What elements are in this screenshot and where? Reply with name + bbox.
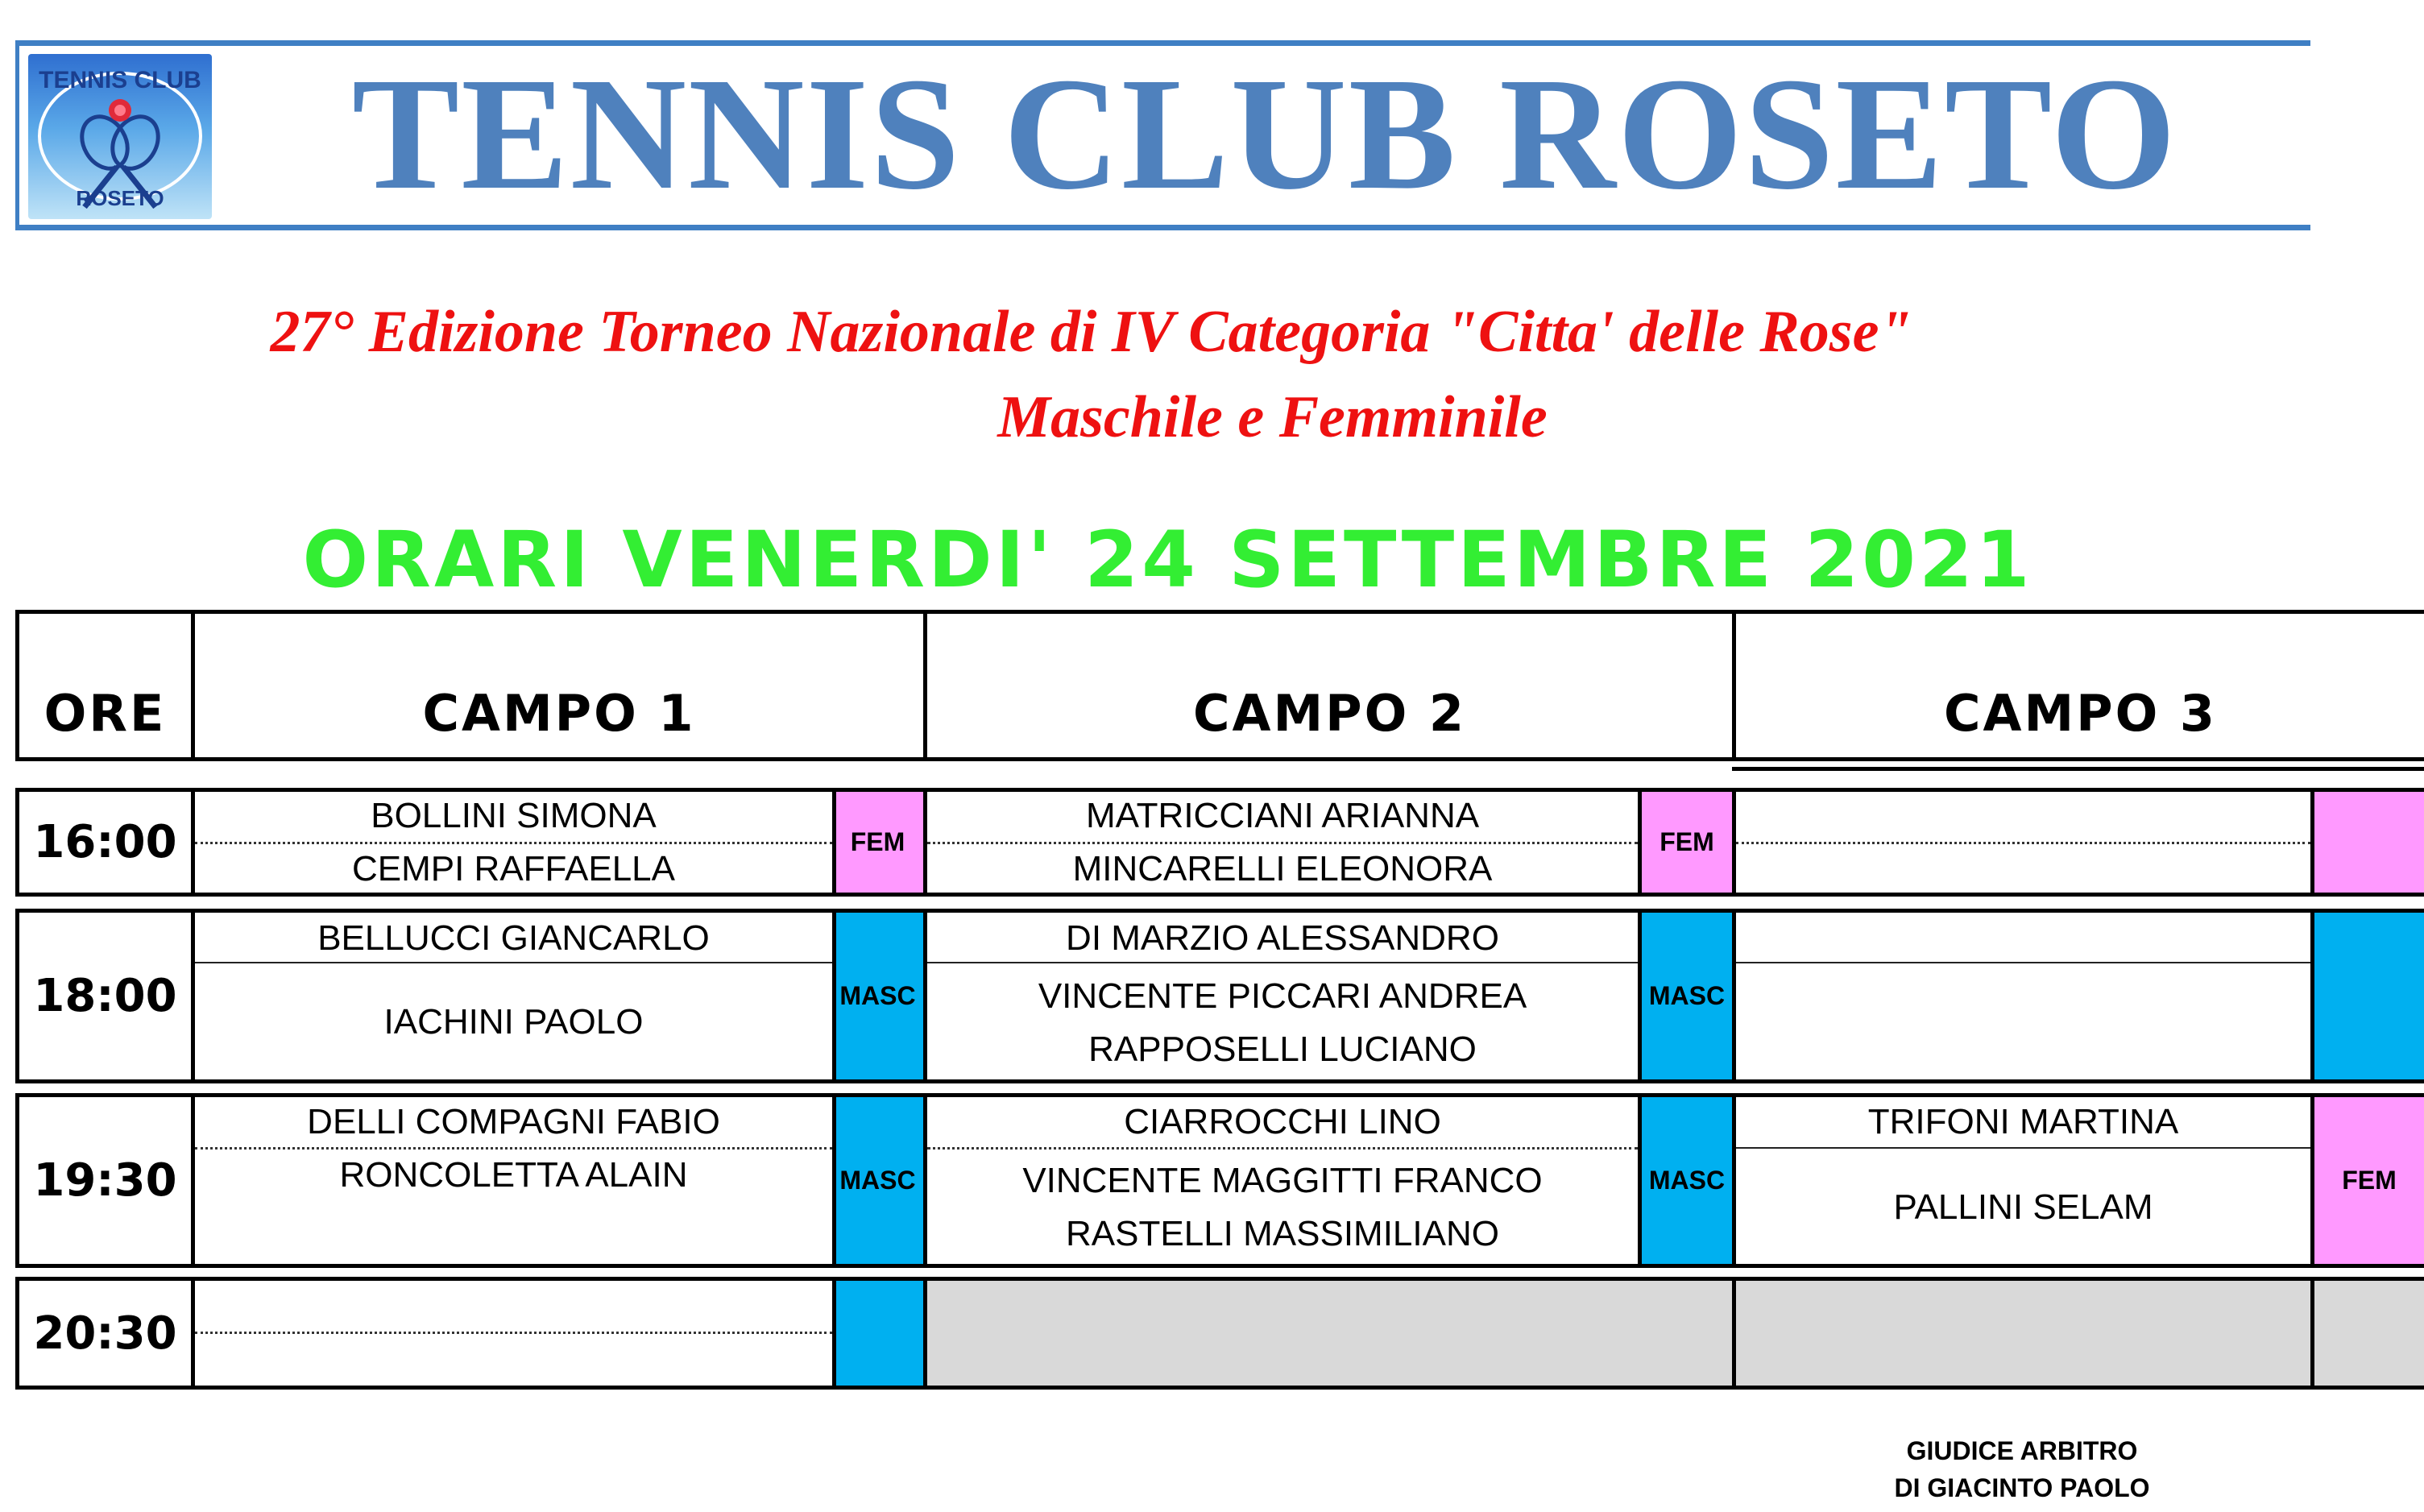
player-name: CEMPI RAFFAELLA [351,849,675,889]
category-badge-masc: MASC [832,913,923,1079]
row-time: 16:00 [33,816,177,868]
divider [1638,909,1642,1083]
svg-text:ROSETO: ROSETO [76,186,164,210]
divider [1732,909,1736,1083]
tournament-title: 27° Edizione Torneo Nazionale di IV Categoria "Citta' delle Rose" [270,299,1912,365]
category-badge-fem: FEM [832,792,923,893]
divider [1638,1093,1642,1268]
column-header-court3: CAMPO 3 [1732,610,2424,761]
divider [927,962,1638,963]
schedule-date-title: ORARI VENERDI' 24 SETTEMBRE 2021 [302,515,2033,605]
row-time: 18:00 [33,970,177,1022]
divider [195,962,832,963]
player-name: IACHINI PAOLO [383,1002,644,1042]
category-badge-empty [2314,913,2424,1079]
player-name: VINCENTE PICCARI ANDREA RAPPOSELLI LUCIANO [1038,976,1527,1069]
divider [832,1093,836,1268]
player-name: BOLLINI SIMONA [371,796,657,835]
category-badge-masc: MASC [1642,913,1732,1079]
player-name: MATRICCIANI ARIANNA [1085,796,1480,835]
player-name: RONCOLETTA ALAIN [339,1155,688,1195]
player-name: PALLINI SELAM [1893,1187,2153,1227]
player-name: TRIFONI MARTINA [1867,1102,2179,1141]
player-name: VINCENTE MAGGITTI FRANCO RASTELLI MASSIMILIANO [1022,1161,1543,1253]
svg-text:TENNIS CLUB: TENNIS CLUB [39,67,201,93]
column-header-court1: CAMPO 1 [191,610,927,761]
row-time: 20:30 [33,1307,177,1360]
player-name: DELLI COMPAGNI FABIO [307,1102,720,1141]
player-name: DI MARZIO ALESSANDRO [1066,918,1499,958]
category-badge-empty [832,1281,923,1386]
player-name: MINCARELLI ELEONORA [1072,849,1493,889]
divider [195,1332,832,1334]
category-badge-masc: MASC [832,1097,923,1264]
divider [1736,962,2310,963]
divider [927,1147,1638,1150]
category-badge-fem: FEM [2314,1097,2424,1264]
divider [832,788,836,897]
divider [832,1277,836,1390]
club-title: TENNIS CLUB ROSETO [351,45,2178,223]
category-badge-empty [2314,792,2424,893]
row-time: 19:30 [33,1154,177,1207]
column-header-court2: CAMPO 2 [923,610,1736,761]
divider [832,909,836,1083]
divider [2310,1277,2314,1390]
column-header-time: ORE [15,610,195,761]
category-badge-masc: MASC [1642,1097,1732,1264]
divider [1732,1277,1736,1390]
divider [1736,1147,2310,1149]
tournament-subtitle: Maschile e Femminile [997,384,1548,450]
category-badge-fem: FEM [1642,792,1732,893]
divider [1732,767,2424,771]
player-name: CIARROCCHI LINO [1124,1102,1441,1141]
referee-title: GIUDICE ARBITRO [1906,1436,2138,1465]
referee-name: DI GIACINTO PAOLO [1894,1473,2150,1502]
divider [923,1277,927,1390]
player-name: BELLUCCI GIANCARLO [317,918,710,958]
divider [1638,788,1642,897]
divider [1736,842,2310,844]
divider [2310,757,2424,760]
